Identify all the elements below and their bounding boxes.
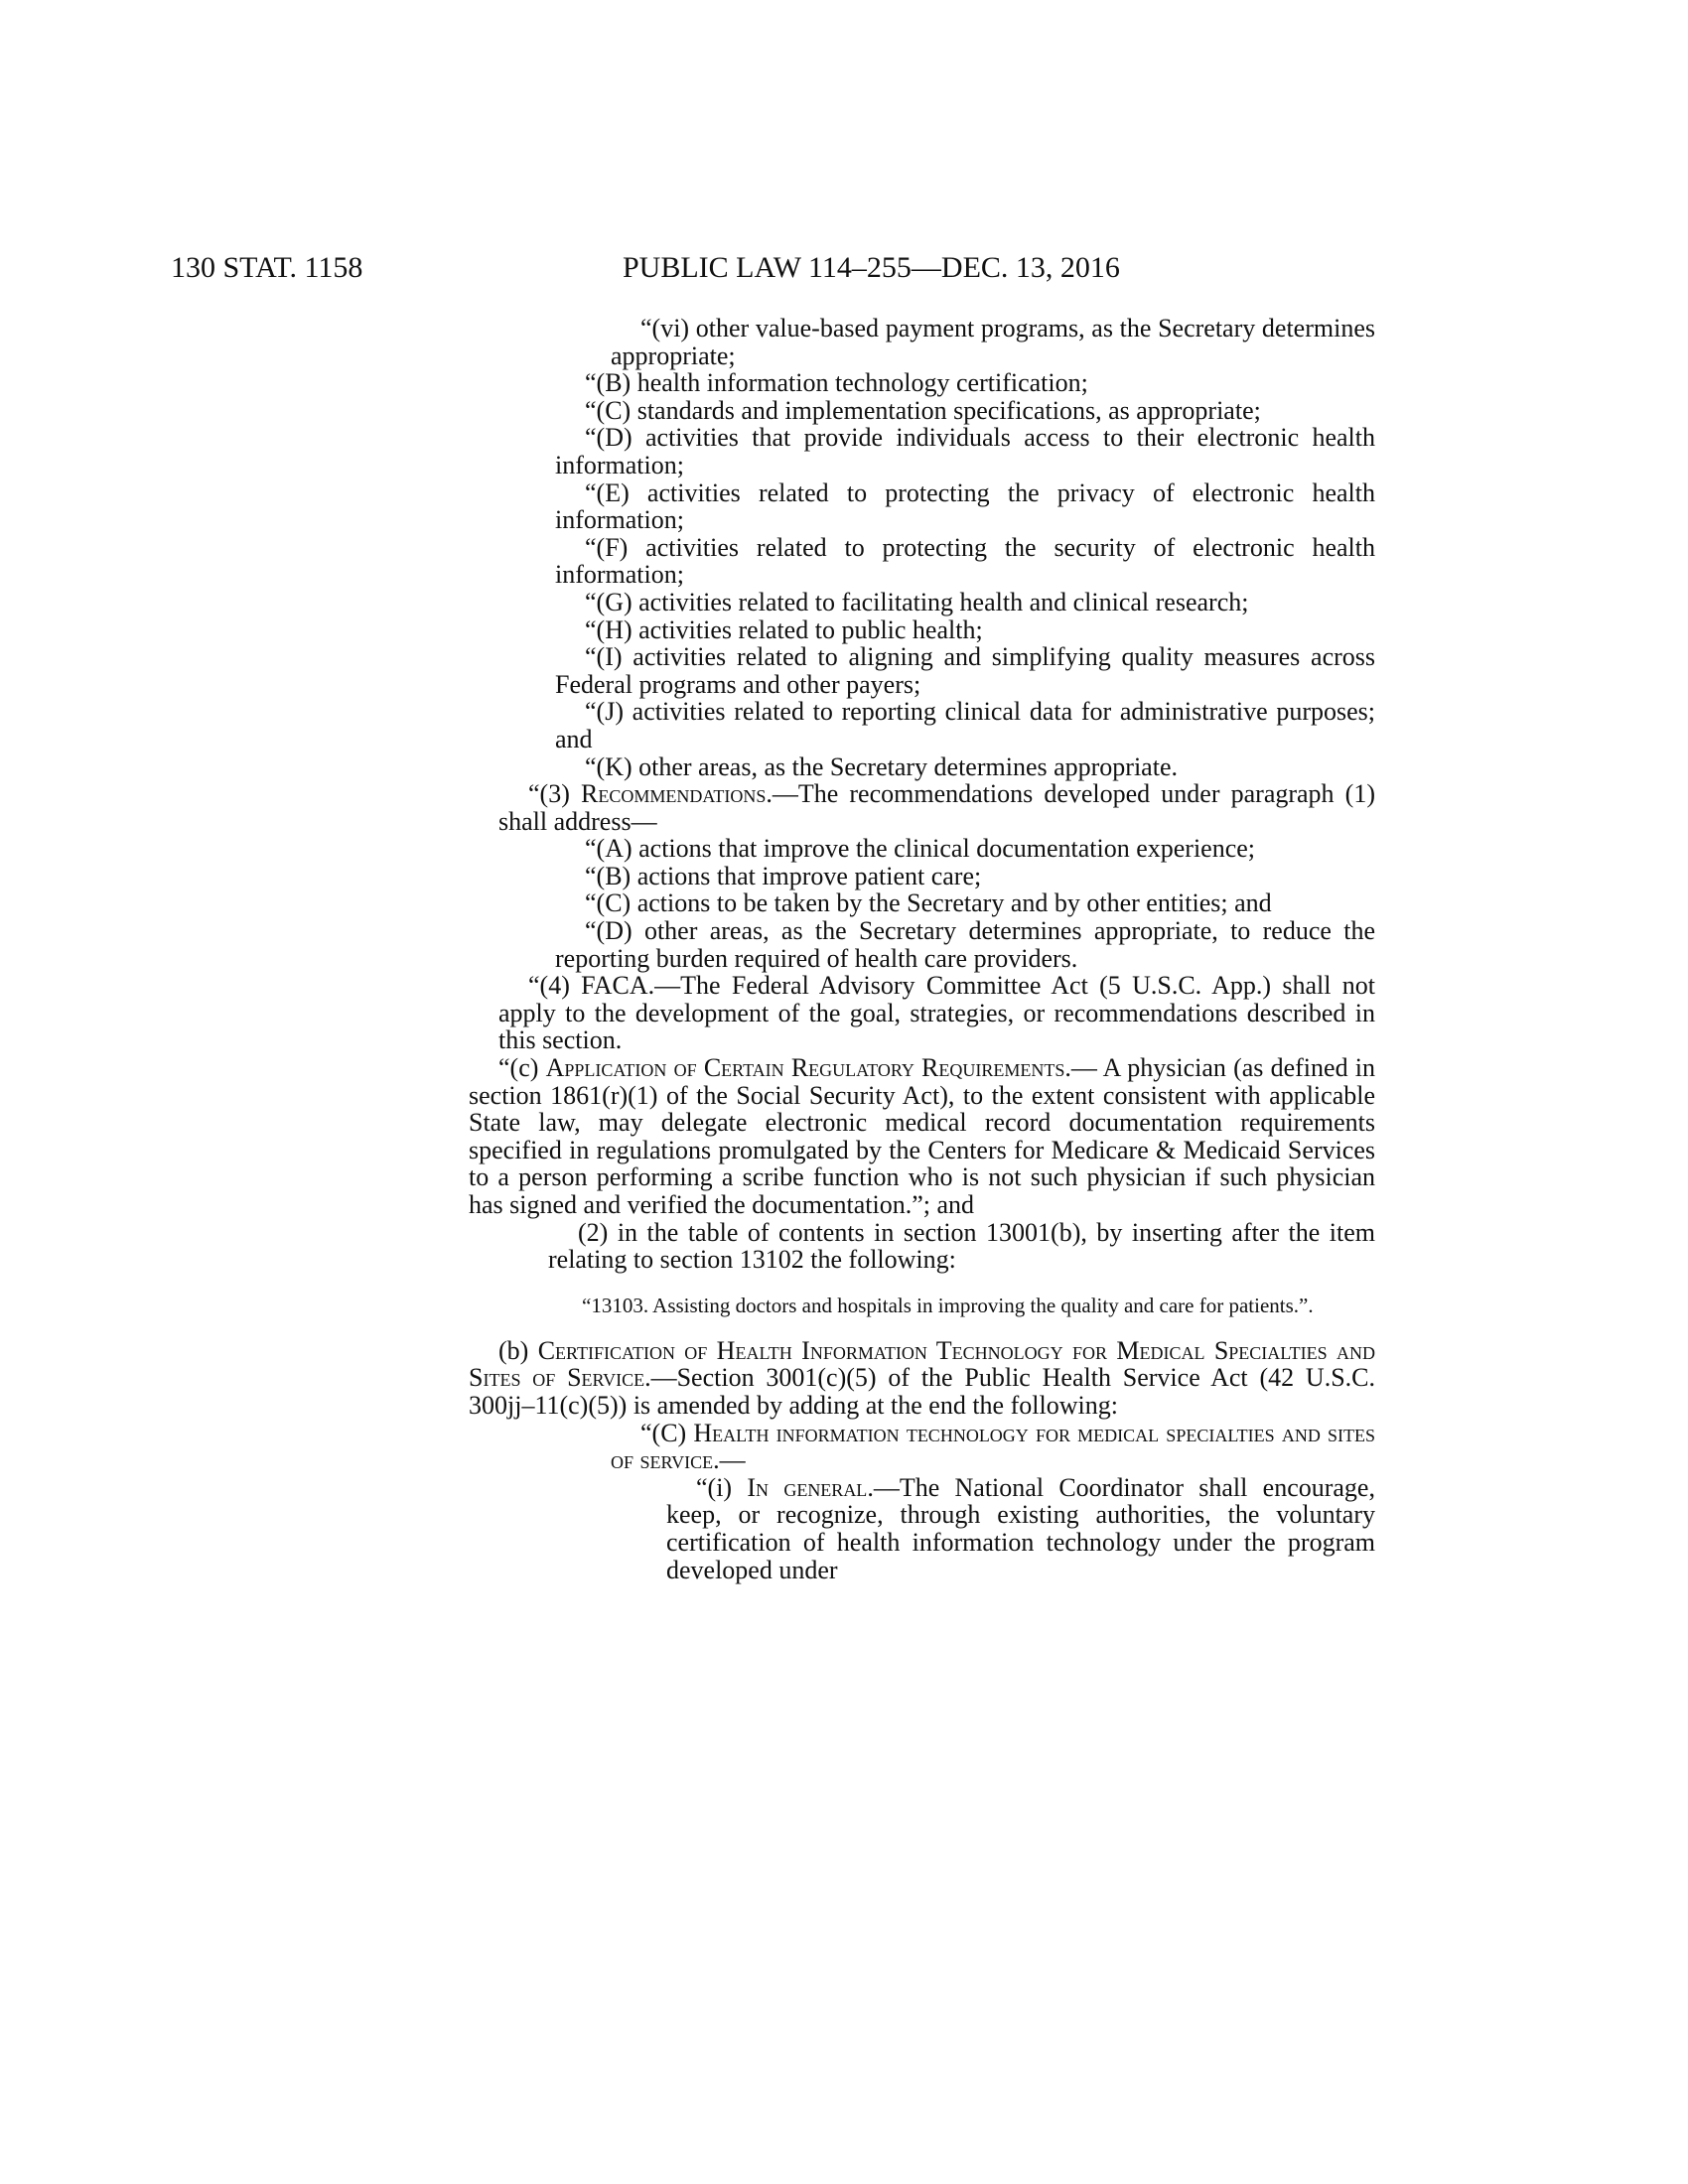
para-3-text: .—The recommendations developed under paragraph (1) shall address— [498,779,1375,836]
para-3-heading: Recommendations [580,779,767,809]
subpara-e-privacy: “(E) activities related to protecting the privacy of electronic health information; [555,478,1375,535]
subpara-g-research: “(G) activities related to facilitating health and clinical research; [585,587,1249,616]
stat-reference: 130 STAT. 1158 [171,251,363,284]
subpara-k-other: “(K) other areas, as the Secretary determines appropriate. [585,751,1178,781]
subsection-b-heading: Certification of Health Information Technology for Medical Specialties and Sites of Service [469,1335,1375,1393]
clause-i-prefix: “(i) [696,1472,748,1502]
subsection-b-text: .—Section 3001(c)(5) of the Public Health Service Act (42 U.S.C. 300jj–11(c)(5)) is amended by adding at the end the following: [469,1363,1375,1420]
subsection-c-heading: Application of Certain Regulatory Requirements [545,1053,1065,1083]
subpara-c-hit-specialties [611,1420,1375,1474]
subpara-f-security: “(F) activities related to protecting the security of electronic health information; [555,532,1375,590]
rec-c-entities: “(C) actions to be taken by the Secretary and by other entities; and [585,888,1272,918]
subpara-c-heading: Health information technology for medical specialties and sites of service [611,1418,1375,1475]
clause-i-in-general [666,1474,1375,1583]
subsection-c-prefix: “(c) [498,1053,546,1083]
subpara-c-standards: “(C) standards and implementation specifications, as appropriate; [585,395,1261,425]
subpara-j-reporting: “(J) activities related to reporting clinical data for administrative purposes; and [555,697,1375,753]
toc-item-13103: “13103. Assisting doctors and hospitals in improving the quality and care for patients.”. [582,1293,1314,1317]
subsection-c-text: .— A physician (as defined in section 1861(r)(1) of the Social Security Act), to the extent consistent with applicable State law, may delegate electronic medical record documentation requirements specified in regulations promulgated by the Centers for Medicare & Medicaid Services to a person performing a scribe function who is not such physician if such physician has signed and verified the documentation.”; and [469,1053,1375,1219]
page-header [0,248,1688,288]
law-text-body [0,315,1688,1583]
subpara-c-suffix: .— [713,1445,746,1475]
clause-i-heading: In general [747,1472,868,1502]
subsection-c-regulatory [469,1054,1375,1219]
rec-a-documentation: “(A) actions that improve the clinical documentation experience; [585,834,1256,864]
rec-d-other: “(D) other areas, as the Secretary determines appropriate, to reduce the reporting burden required of health care providers. [555,916,1375,973]
para-3-recommendations [498,780,1375,835]
para-3-prefix: “(3) [528,779,581,809]
subpara-d-access: “(D) activities that provide individuals access to their electronic health information; [555,423,1375,479]
clause-vi-value-based: “(vi) other value-based payment programs, as the Secretary determines appropriate; [611,314,1375,370]
clause-i-text: .—The National Coordinator shall encourage, keep, or recognize, through existing authorities, the voluntary certification of health information technology under the program developed under [666,1472,1375,1584]
para-4-faca: “(4) FACA.—The Federal Advisory Committee Act (5 U.S.C. App.) shall not apply to the development of the goal, strategies, or recommendations described in this section. [498,971,1375,1055]
toc-instruction: (2) in the table of contents in section 13001(b), by inserting after the item relating to section 13102 the following: [548,1217,1375,1275]
subpara-h-public-health: “(H) activities related to public health; [585,614,983,644]
subpara-i-quality: “(I) activities related to aligning and simplifying quality measures across Federal programs and other payers; [555,642,1375,699]
subsection-b-prefix: (b) [498,1335,538,1365]
subpara-c-prefix: “(C) [640,1418,694,1447]
law-title: PUBLIC LAW 114–255—DEC. 13, 2016 [623,251,1120,284]
rec-b-patient-care: “(B) actions that improve patient care; [585,861,982,890]
subsection-b-certification [469,1337,1375,1420]
subpara-b-hit-certification: “(B) health information technology certification; [585,368,1088,398]
